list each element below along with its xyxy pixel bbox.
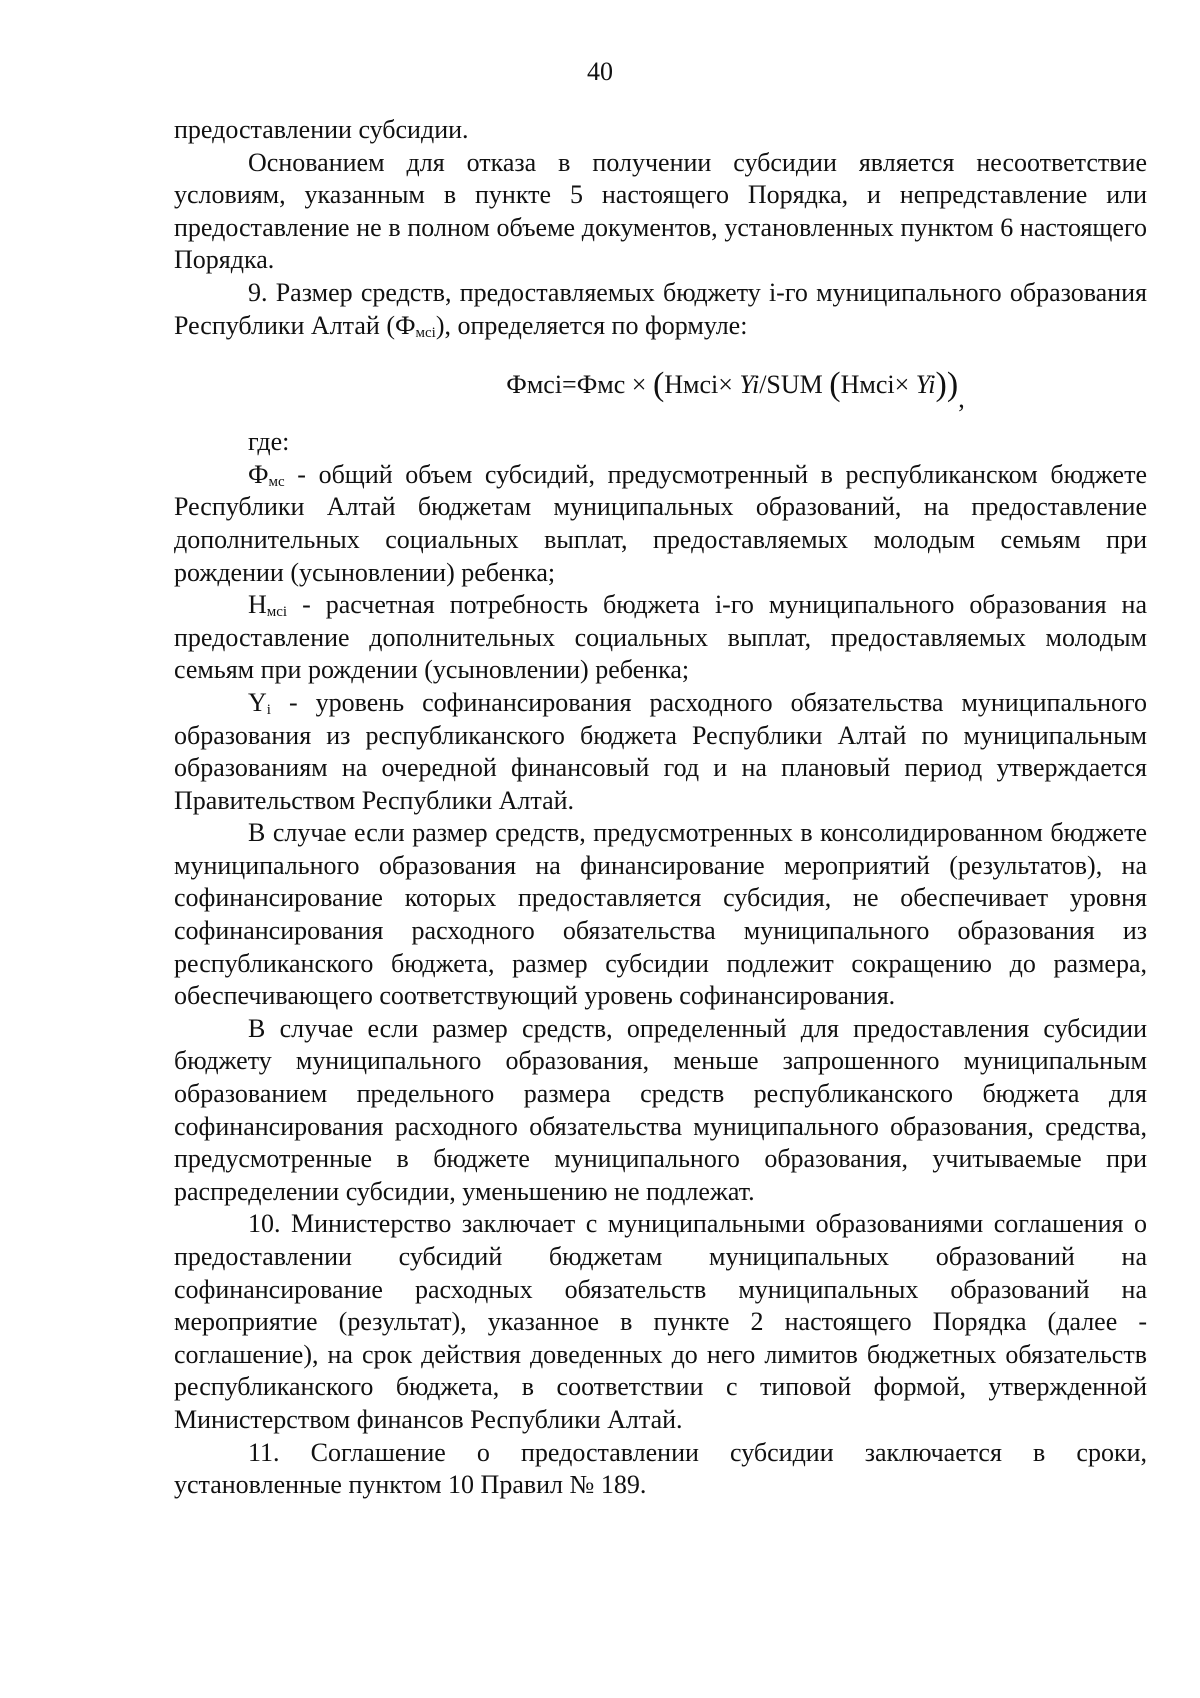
where-label: где: bbox=[248, 427, 290, 457]
paragraph-item-11: 11. Соглашение о предоставлении субсидии заключается в сроки, установленные пунктом 10 Правил № 189. bbox=[174, 1437, 1147, 1500]
formula-times-3: × bbox=[894, 370, 910, 400]
nmci-text: - расчетная потребность бюджета i-го муниципального образования на предоставление дополнительных социальных выплат, предоставляемых молодым семьям при рождении (усыновлении) ребенка; bbox=[174, 590, 1147, 685]
yi-text: - уровень софинансирования расходного обязательства муниципального образования из республиканского бюджета Республики Алтай по муниципальным образованиям на очередной финансовый год и на плановый период утверждается Правительством Республики Алтай. bbox=[174, 687, 1147, 815]
fmc-symbol: Ф bbox=[248, 459, 269, 489]
definition-yi bbox=[174, 687, 1147, 817]
formula-paren-close-inner: ) bbox=[935, 366, 947, 404]
paragraph-item-9 bbox=[174, 277, 1147, 342]
formula bbox=[174, 354, 1147, 416]
paragraph-continuation: предоставлении субсидии. bbox=[174, 115, 469, 144]
nmci-subscript: мсi bbox=[266, 604, 288, 621]
formula-lhs: Фмсi=Фмс bbox=[506, 370, 626, 400]
item-9-text: 9. Размер средств, предоставляемых бюджету i-го муниципального образования Республики Алтай (Ф bbox=[174, 277, 1147, 340]
definition-fmc bbox=[174, 459, 1147, 589]
formula-times-1: × bbox=[631, 370, 647, 400]
fmc-subscript: мс bbox=[268, 473, 285, 490]
page-number: 40 bbox=[587, 57, 613, 86]
formula-comma: , bbox=[958, 384, 965, 414]
fmc-text: - общий объем субсидий, предусмотренный в республиканском бюджете Республики Алтай бюджетам муниципальных образований, на предоставление дополнительных социальных выплат, предоставляемых молодым семьям при рождении (усыновлении) ребенка; bbox=[174, 459, 1147, 587]
item-9-subscript: мсi bbox=[415, 324, 436, 341]
formula-yi-2: Yi bbox=[915, 370, 936, 400]
item-9-tail: ), определяется по формуле: bbox=[435, 310, 748, 340]
formula-paren-close-outer: ) bbox=[946, 366, 959, 404]
paragraph-refusal-grounds: Основанием для отказа в получении субсидии является несоответствие условиям, указанным в пункте 5 настоящего Порядка, и непредставление или предоставление не в полном объеме документов, установленных пунктом 6 настоящего Порядка. bbox=[174, 147, 1147, 275]
paragraph-item-10: 10. Министерство заключает с муниципальными образованиями соглашения о предоставлении субсидий бюджетам муниципальных образований на софинансирование расходных обязательств муниципальных образований на мероприятие (результат), указанное в пункте 2 настоящего Порядка (далее - соглашение), на срок действия доведенных до него лимитов бюджетных обязательств республиканского бюджета, в соответствии с типовой формой, утвержденной Министерством финансов Республики Алтай. bbox=[174, 1209, 1147, 1434]
formula-slash-sum: /SUM bbox=[759, 370, 823, 400]
formula-yi-1: Yi bbox=[739, 370, 760, 400]
formula-nmci-1: Нмсi bbox=[664, 370, 719, 400]
yi-subscript: i bbox=[266, 701, 271, 718]
definition-nmci bbox=[174, 589, 1147, 687]
paragraph-cofinancing-reduction: В случае если размер средств, предусмотренных в консолидированном бюджете муниципального образования на финансирование мероприятий (результатов), на софинансирование которых предоставляется субсидия, не обеспечивает уровня софинансирования расходного обязательства муниципального образования из республиканского бюджета, размер субсидии подлежит сокращению до размера, обеспечивающего соответствующий уровень софинансирования. bbox=[174, 818, 1147, 1011]
formula-nmci-2: Нмсi bbox=[840, 370, 895, 400]
paragraph-requested-limit: В случае если размер средств, определенный для предоставления субсидии бюджету муниципального образования, меньше запрошенного муниципальным образованием предельного размера средств республиканского бюджета для софинансирования расходного обязательства муниципального образования, средства, предусмотренные в бюджете муниципального образования, учитываемые при распределении субсидии, уменьшению не подлежат. bbox=[174, 1013, 1147, 1206]
formula-paren-open-outer: ( bbox=[652, 366, 665, 404]
nmci-symbol: Н bbox=[248, 590, 267, 620]
formula-times-2: × bbox=[718, 370, 733, 400]
document-body bbox=[174, 114, 1147, 1502]
formula-paren-open-inner: ( bbox=[829, 366, 841, 404]
yi-symbol: Y bbox=[248, 687, 267, 717]
